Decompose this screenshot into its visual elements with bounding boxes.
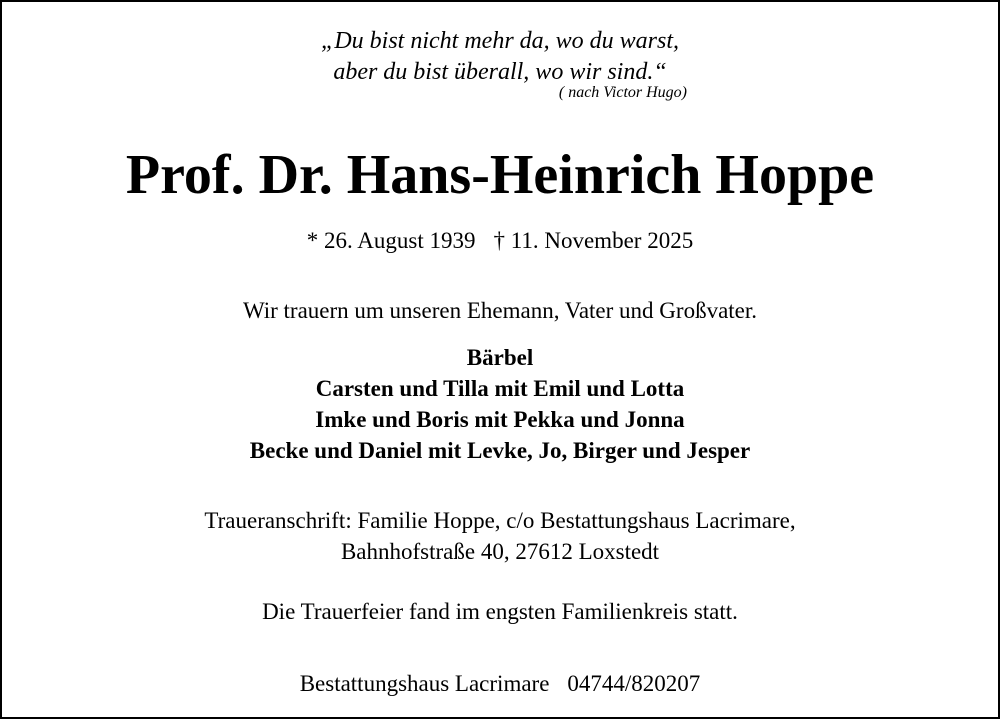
ceremony-note: Die Trauerfeier fand im engsten Familienkreis statt. xyxy=(262,599,738,624)
deceased-name: Prof. Dr. Hans-Heinrich Hoppe xyxy=(125,144,875,206)
family-member-line: Bärbel xyxy=(466,345,534,370)
mourning-address xyxy=(0,505,1000,567)
family-member-line: Carsten und Tilla mit Emil und Lotta xyxy=(315,376,685,401)
funeral-home-contact xyxy=(0,670,1000,698)
funeral-home-phone: 04744/820207 xyxy=(567,671,701,696)
quote-block xyxy=(0,26,1000,88)
death-date: † 11. November 2025 xyxy=(493,228,694,253)
address-line-2: Bahnhofstraße 40, 27612 Loxstedt xyxy=(340,539,660,564)
mourning-statement: Wir trauern um unseren Ehemann, Vater und Großvater. xyxy=(242,298,758,323)
life-dates xyxy=(0,227,1000,255)
funeral-home-name: Bestattungshaus Lacrimare xyxy=(299,671,550,696)
family-member-line: Becke und Daniel mit Levke, Jo, Birger und Jesper xyxy=(249,438,751,463)
quote-line-1: „Du bist nicht mehr da, wo du warst, xyxy=(320,28,680,54)
quote-source: ( nach Victor Hugo) xyxy=(558,84,687,101)
family-list xyxy=(0,342,1000,466)
birth-date: * 26. August 1939 xyxy=(306,228,476,253)
address-line-1: Traueranschrift: Familie Hoppe, c/o Bestattungshaus Lacrimare, xyxy=(204,508,796,533)
quote-line-2: aber du bist überall, wo wir sind.“ xyxy=(333,59,667,85)
family-member-line: Imke und Boris mit Pekka und Jonna xyxy=(315,407,685,432)
